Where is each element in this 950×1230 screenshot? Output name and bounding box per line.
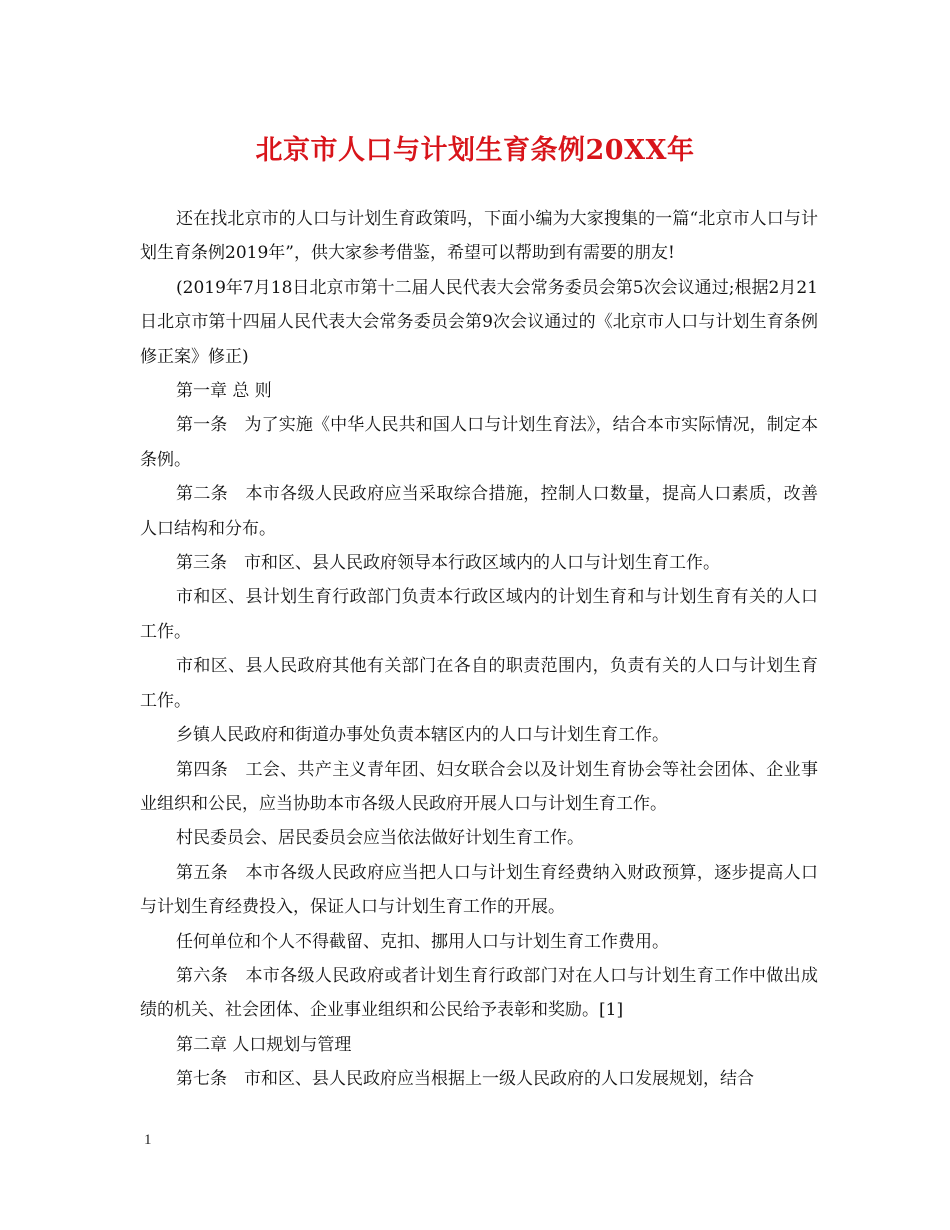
paragraph: 第五条 本市各级人民政府应当把人口与计划生育经费纳入财政预算，逐步提高人口与计划生育经费投入，保证人口与计划生育工作的开展。 <box>140 862 818 918</box>
paragraph: 乡镇人民政府和街道办事处负责本辖区内的人口与计划生育工作。 <box>176 725 669 746</box>
paragraph: (2019年7月18日北京市第十二届人民代表大会常务委员会第5次会议通过;根据2月21日北京市第十四届人民代表大会常务委员会第9次会议通过的《北京市人口与计划生育条例修正案》修正) <box>140 277 818 367</box>
document-body <box>140 202 818 1097</box>
paragraph: 第一条 为了实施《中华人民共和国人口与计划生育法》，结合本市实际情况，制定本条例。 <box>140 415 818 470</box>
paragraph: 村民委员会、居民委员会应当依法做好计划生育工作。 <box>176 828 584 849</box>
paragraph: 第二条 本市各级人民政府应当采取综合措施，控制人口数量，提高人口素质，改善人口结构和分布。 <box>140 484 818 539</box>
paragraph: 第三条 市和区、县人民政府领导本行政区域内的人口与计划生育工作。 <box>176 553 720 574</box>
chapter-heading: 第一章 总 则 <box>176 381 272 402</box>
paragraph: 市和区、县计划生育行政部门负责本行政区域内的计划生育和与计划生育有关的人口工作。 <box>140 587 818 642</box>
document-title: 北京市人口与计划生育条例20XX年 <box>255 135 695 166</box>
paragraph: 第四条 工会、共产主义青年团、妇女联合会以及计划生育协会等社会团体、企业事业组织和公民，应当协助本市各级人民政府开展人口与计划生育工作。 <box>140 759 818 814</box>
paragraph: 任何单位和个人不得截留、克扣、挪用人口与计划生育工作费用。 <box>176 931 669 952</box>
paragraph: 第六条 本市各级人民政府或者计划生育行政部门对在人口与计划生育工作中做出成绩的机关、社会团体、企业事业组织和公民给予表彰和奖励。[1] <box>140 965 818 1021</box>
paragraph: 还在找北京市的人口与计划生育政策吗，下面小编为大家搜集的一篇“北京市人口与计划生育条例2019年”，供大家参考借鉴，希望可以帮助到有需要的朋友! <box>140 209 818 264</box>
page-number: 1 <box>144 1132 152 1148</box>
paragraph: 市和区、县人民政府其他有关部门在各自的职责范围内，负责有关的人口与计划生育工作。 <box>140 656 818 711</box>
chapter-heading: 第二章 人口规划与管理 <box>176 1034 352 1055</box>
paragraph: 第七条 市和区、县人民政府应当根据上一级人民政府的人口发展规划，结合 <box>176 1069 754 1090</box>
